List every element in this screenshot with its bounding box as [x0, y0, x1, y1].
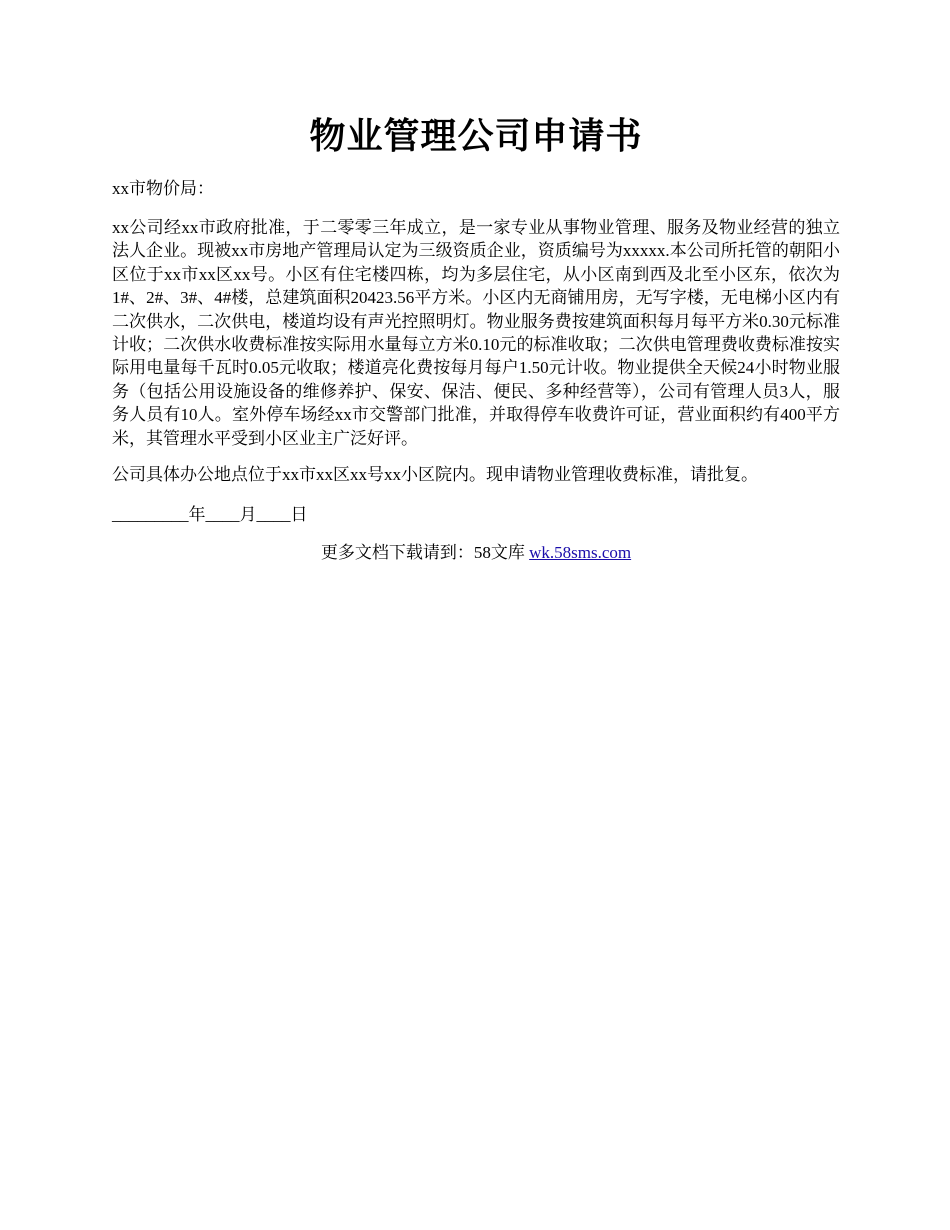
document-page: [112, 110, 840, 564]
footer-link[interactable]: wk.58sms.com: [529, 543, 632, 563]
footer: [112, 542, 840, 564]
document-title: 物业管理公司申请书: [309, 116, 643, 156]
office-paragraph: 公司具体办公地点位于xx市xx区xx号xx小区院内。现申请物业管理收费标准，请批复。: [112, 465, 758, 485]
date-line: _________年____月____日: [112, 505, 308, 525]
body-paragraph: xx公司经xx市政府批准，于二零零三年成立，是一家专业从事物业管理、服务及物业经营的独立法人企业。现被xx市房地产管理局认定为三级资质企业，资质编号为xxxxx.本公司所托管的朝阳小区位于xx市xx区xx号。小区有住宅楼四栋，均为多层住宅，从小区南到西及北至小区东，依次为1#、2#、3#、4#楼，总建筑面积20423.56平方米。小区内无商铺用房，无写字楼，无电梯小区内有二次供水，二次供电，楼道均设有声光控照明灯。物业服务费按建筑面积每月每平方米0.30元标准计收；二次供水收费标准按实际用水量每立方米0.10元的标准收取；二次供电管理费收费标准按实际用电量每千瓦时0.05元收取；楼道亮化费按每月每户1.50元计收。物业提供全天候24小时物业服务（包括公用设施设备的维修养护、保安、保洁、便民、多种经营等），公司有管理人员3人，服务人员有10人。室外停车场经xx市交警部门批准，并取得停车收费许可证，营业面积约有400平方米，其管理水平受到小区业主广泛好评。: [112, 218, 840, 448]
salutation: xx市物价局：: [112, 179, 214, 198]
footer-prefix: 更多文档下载请到：58文库: [320, 543, 530, 563]
